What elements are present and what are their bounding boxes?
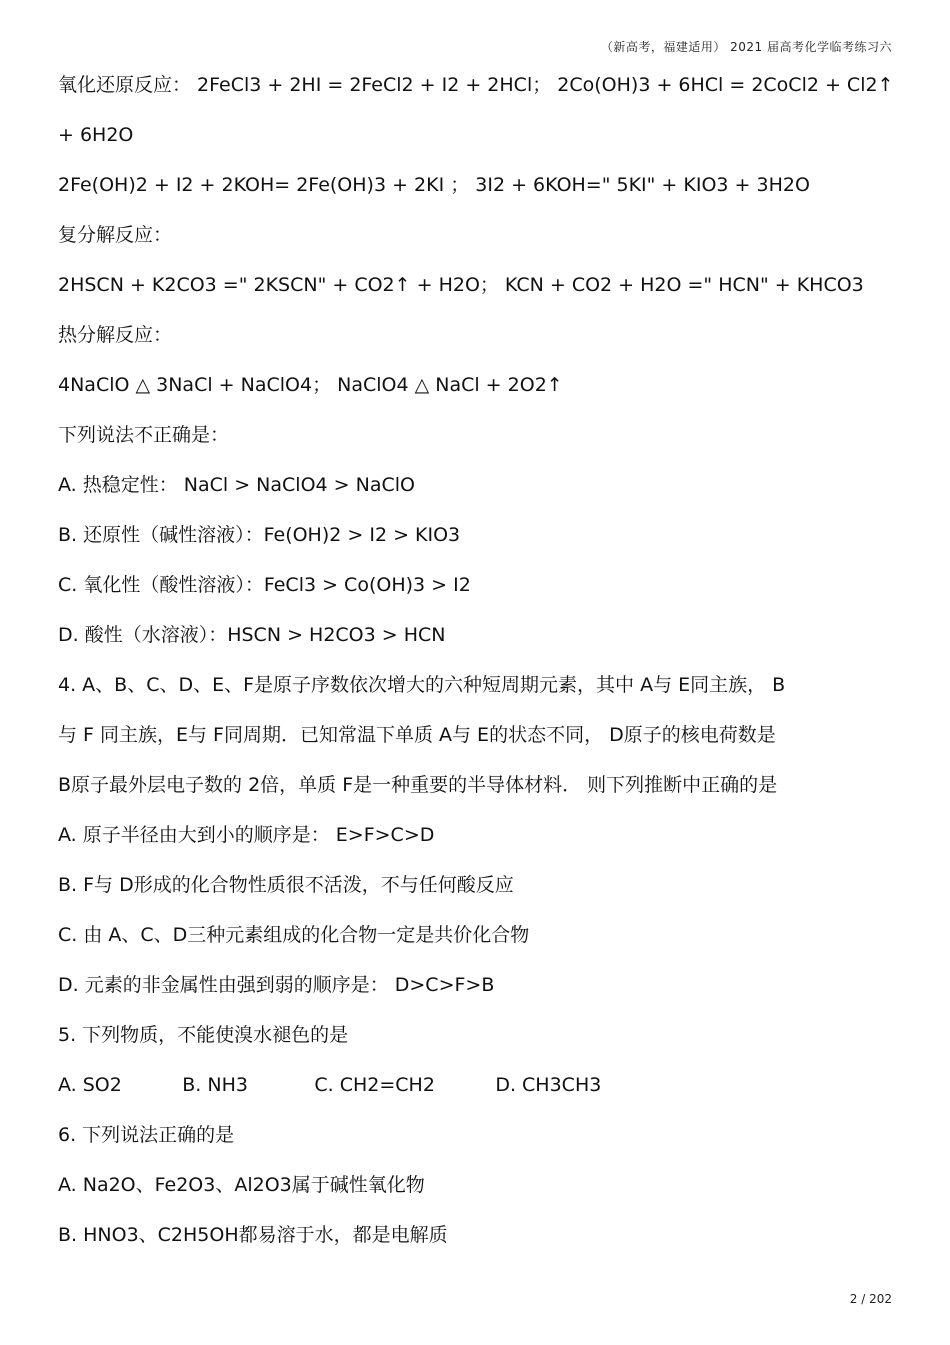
text-line: 2HSCN + K2CO3 =" 2KSCN" + CO2↑ + H2O； KCN + CO2 + H2O =" HCN" + KHCO3: [58, 274, 864, 296]
text-line: 复分解反应：: [58, 224, 173, 246]
option-line: D. 酸性（水溶液）：HSCN > H2CO3 > HCN: [58, 624, 446, 646]
text-line: 氧化还原反应： 2FeCl3 + 2HI = 2FeCl2 + I2 + 2HCl； 2Co(OH)3 + 6HCl = 2CoCl2 + Cl2↑: [58, 74, 894, 96]
option-line: A. SO2 B. NH3 C. CH2=CH2 D. CH3CH3: [58, 1074, 602, 1096]
option-line: B. 还原性（碱性溶液）：Fe(OH)2 > I2 > KIO3: [58, 524, 461, 546]
question-line: 与 F 同主族，E与 F同周期．已知常温下单质 A与 E的状态不同， D原子的核电荷数是: [58, 724, 776, 746]
question-line: B原子最外层电子数的 2倍，单质 F是一种重要的半导体材料． 则下列推断中正确的是: [58, 774, 778, 796]
text-line: 热分解反应：: [58, 324, 173, 346]
option-line: A. 热稳定性： NaCl > NaClO4 > NaClO: [58, 474, 415, 496]
option-line: B. F与 D形成的化合物性质很不活泼，不与任何酸反应: [58, 874, 514, 896]
question-line: 5. 下列物质，不能使溴水褪色的是: [58, 1024, 349, 1046]
text-line: 下列说法不正确是：: [58, 424, 230, 446]
option-line: C. 氧化性（酸性溶液）：FeCl3 > Co(OH)3 > I2: [58, 574, 471, 596]
text-line: 2Fe(OH)2 + I2 + 2KOH= 2Fe(OH)3 + 2KI ； 3I2 + 6KOH=" 5KI" + KIO3 + 3H2O: [58, 174, 810, 196]
question-line: 4. A、B、C、D、E、F是原子序数依次增大的六种短周期元素，其中 A与 E同主族， B: [58, 674, 786, 696]
option-line: B. HNO3、C2H5OH都易溶于水，都是电解质: [58, 1224, 448, 1246]
page-number: 2 / 202: [849, 1292, 892, 1306]
page-header: （新高考，福建适用） 2021 届高考化学临考练习六: [600, 40, 892, 54]
option-line: A. Na2O、Fe2O3、Al2O3属于碱性氧化物: [58, 1174, 425, 1196]
text-line: + 6H2O: [58, 124, 134, 146]
option-line: A. 原子半径由大到小的顺序是： E>F>C>D: [58, 824, 435, 846]
option-line: D. 元素的非金属性由强到弱的顺序是： D>C>F>B: [58, 974, 495, 996]
text-line: 4NaClO △ 3NaCl + NaClO4； NaClO4 △ NaCl + 2O2↑: [58, 374, 563, 396]
question-line: 6. 下列说法正确的是: [58, 1124, 235, 1146]
option-line: C. 由 A、C、D三种元素组成的化合物一定是共价化合物: [58, 924, 530, 946]
